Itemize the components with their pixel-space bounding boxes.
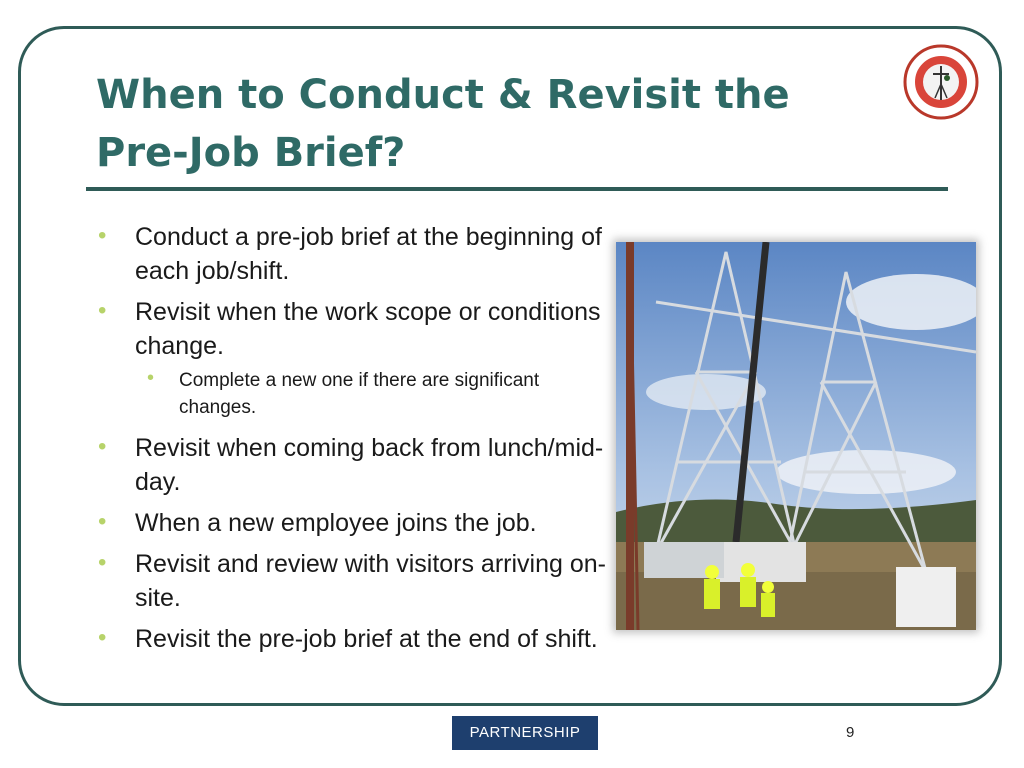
- bullet-item: [98, 431, 608, 499]
- bullet-dot-icon: •: [98, 624, 107, 651]
- bullet-item: [98, 622, 608, 656]
- bullet-dot-icon: •: [147, 367, 155, 389]
- title-line-1: When to Conduct & Revisit the: [96, 72, 790, 118]
- bullet-list: [98, 220, 608, 663]
- page-number: 9: [846, 724, 855, 741]
- title-line-2: Pre-Job Brief?: [96, 130, 406, 176]
- bullet-dot-icon: •: [98, 508, 107, 535]
- partnership-logo: PARTNERSHIP: [452, 716, 598, 750]
- slide-title: [96, 66, 916, 182]
- sub-bullet-item: [98, 367, 608, 421]
- bullet-dot-icon: •: [98, 433, 107, 460]
- partnership-seal-icon: [903, 44, 979, 120]
- bullet-text: Conduct a pre-job brief at the beginning of each job/shift.: [135, 223, 602, 285]
- bullet-text: Revisit the pre-job brief at the end of shift.: [135, 625, 598, 653]
- bullet-text: Revisit when coming back from lunch/mid-day.: [135, 434, 604, 496]
- bullet-dot-icon: •: [98, 297, 107, 324]
- bullet-text: Revisit and review with visitors arriving on-site.: [135, 550, 606, 612]
- transmission-tower-photo: [616, 242, 976, 630]
- bullet-text: When a new employee joins the job.: [135, 509, 537, 537]
- bullet-item: [98, 506, 608, 540]
- bullet-item: [98, 220, 608, 288]
- title-divider: [86, 187, 948, 191]
- bullet-dot-icon: •: [98, 222, 107, 249]
- bullet-text: Revisit when the work scope or conditions change.: [135, 298, 601, 360]
- bullet-item: [98, 547, 608, 615]
- bullet-item: [98, 295, 608, 363]
- bullet-text: Complete a new one if there are significant changes.: [179, 370, 540, 418]
- bullet-dot-icon: •: [98, 549, 107, 576]
